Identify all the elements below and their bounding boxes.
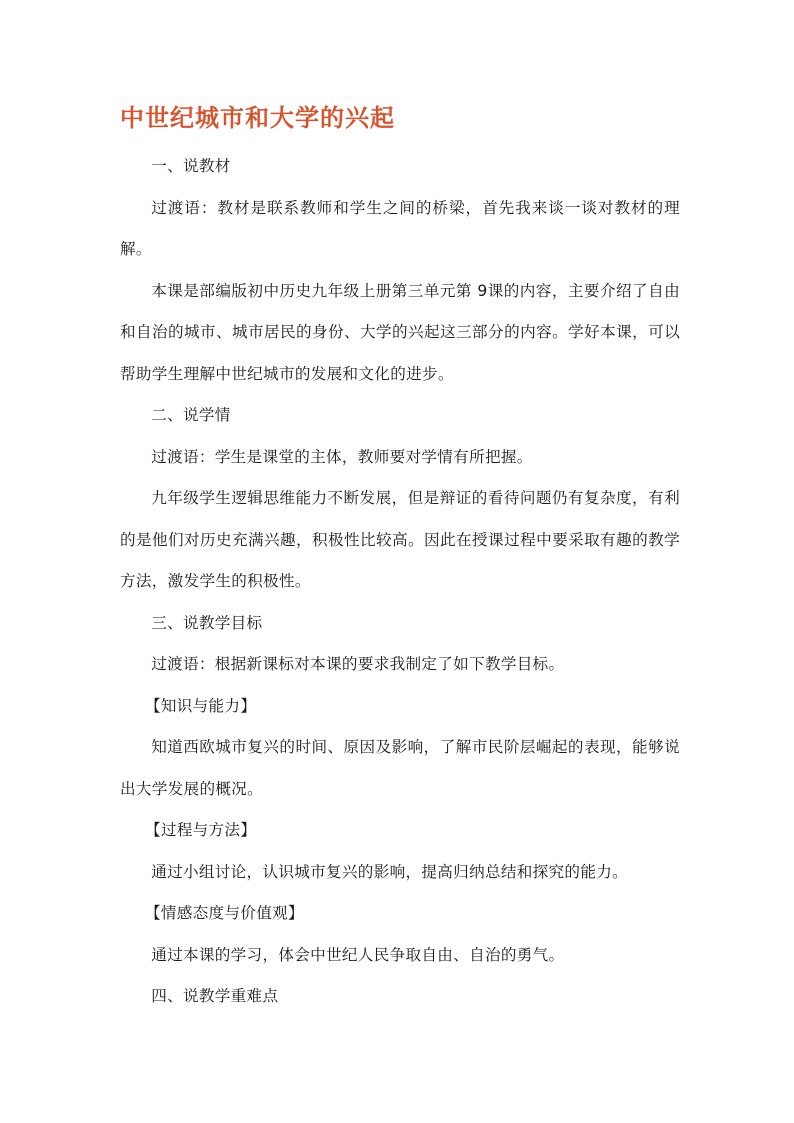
section-heading: 四、说教学重难点 xyxy=(151,987,279,1005)
document-body xyxy=(120,146,680,1018)
paragraph: 通过小组讨论，认识城市复兴的影响，提高归纳总结和探究的能力。 xyxy=(151,862,629,881)
paragraph: 知道西欧城市复兴的时间、原因及影响，了解市民阶层崛起的表现，能够说出大学发展的概况。 xyxy=(120,738,680,798)
paragraph: 本课是部编版初中历史九年级上册第三单元第 9课的内容，主要介绍了自由和自治的城市、城市居民的身份、大学的兴起这三部分的内容。学好本课，可以帮助学生理解中世纪城市的发展和文化的进步。 xyxy=(120,281,680,383)
paragraph: 过渡语：学生是课堂的主体，教师要对学情有所把握。 xyxy=(151,447,533,466)
paragraph: 九年级学生逻辑思维能力不断发展，但是辩证的看待问题仍有复杂度，有利的是他们对历史充满兴趣，积极性比较高。因此在授课过程中要采取有趣的教学方法，激发学生的积极性。 xyxy=(120,489,680,590)
subsection-heading: 【过程与方法】 xyxy=(144,821,257,839)
section-heading: 一、说教材 xyxy=(151,157,231,175)
paragraph: 过渡语：根据新课标对本课的要求我制定了如下教学目标。 xyxy=(151,655,565,673)
document-title: 中世纪城市和大学的兴起 xyxy=(120,104,395,132)
section-heading: 二、说学情 xyxy=(151,406,231,424)
section-heading: 三、说教学目标 xyxy=(151,613,263,632)
subsection-heading: 【情感态度与价值观】 xyxy=(144,904,304,922)
paragraph: 通过本课的学习，体会中世纪人民争取自由、自治的勇气。 xyxy=(151,945,565,964)
paragraph: 过渡语：教材是联系教师和学生之间的桥梁，首先我来谈一谈对教材的理解。 xyxy=(120,198,680,258)
subsection-heading: 【知识与能力】 xyxy=(144,696,257,715)
